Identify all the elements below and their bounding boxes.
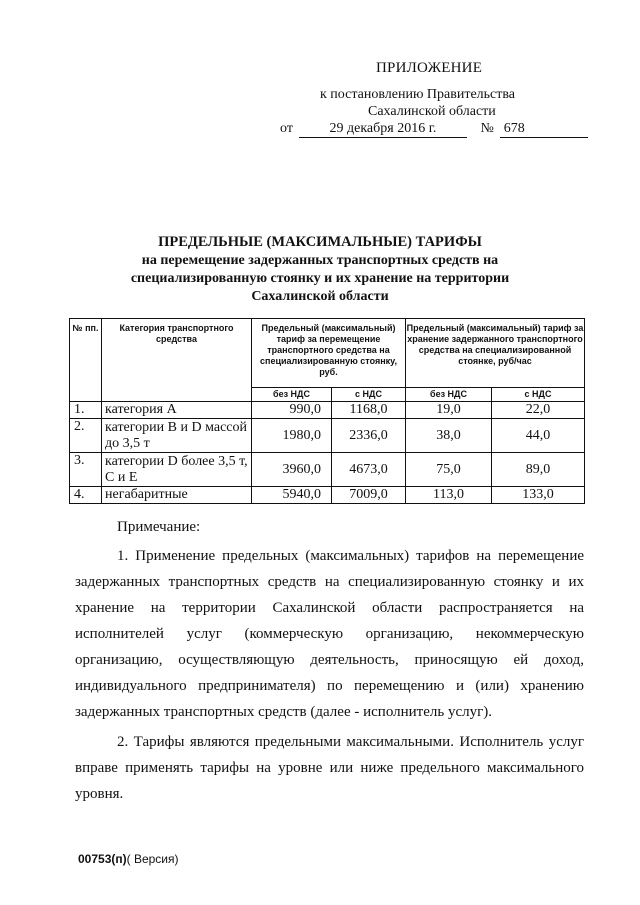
transfer-no-vat-value: 1980,0 [252,419,332,453]
row-number: 3. [70,453,102,487]
number-label: № [480,121,494,136]
transfer-with-vat-value: 2336,0 [332,419,406,453]
header-transfer-tariff: Предельный (максимальный) тариф за перемещение транспортного средства на специализированную стоянку, руб. [252,319,406,388]
transfer-with-vat-value: 1168,0 [332,402,406,419]
resolution-date: 29 декабря 2016 г. [299,121,467,138]
storage-with-vat-value: 22,0 [492,402,585,419]
document-footer [78,852,179,866]
storage-no-vat-value: 19,0 [406,402,492,419]
document-version: ( Версия) [126,852,179,866]
tariffs-table [69,318,585,504]
transfer-no-vat-value: 5940,0 [252,487,332,504]
storage-with-vat-value: 89,0 [492,453,585,487]
row-category: негабаритные [102,487,252,504]
table-header-row [70,319,585,388]
storage-with-vat-value: 133,0 [492,487,585,504]
row-number: 4. [70,487,102,504]
header-transfer-no-vat: без НДС [252,388,332,402]
document-subtitle-line-1: на перемещение задержанных транспортных средств на [141,253,499,268]
notes-title: Примечание: [117,519,201,535]
storage-no-vat-value: 113,0 [406,487,492,504]
transfer-with-vat-value: 4673,0 [332,453,406,487]
header-category: Категория транспортного средства [102,319,252,402]
transfer-with-vat-value: 7009,0 [332,487,406,504]
document-code: 00753(п) [78,852,127,866]
appendix-resolution-line: к постановлению Правительства [320,87,516,102]
header-number: № пп. [70,319,102,402]
note-paragraph-2: 2. Тарифы являются предельными максимальными. Исполнитель услуг вправе применять тарифы на уровне или ниже предельного максимального уровня. [75,734,584,802]
header-storage-no-vat: без НДС [406,388,492,402]
appendix-region-line: Сахалинской области [368,104,496,119]
resolution-number: 678 [500,121,588,138]
table-row [70,402,585,419]
table-row [70,453,585,487]
table-row [70,487,585,504]
row-category: категории В и D массой до 3,5 т [102,419,252,453]
row-category: категория А [102,402,252,419]
row-number: 1. [70,402,102,419]
transfer-no-vat-value: 990,0 [252,402,332,419]
transfer-no-vat-value: 3960,0 [252,453,332,487]
document-title: ПРЕДЕЛЬНЫЕ (МАКСИМАЛЬНЫЕ) ТАРИФЫ [158,234,482,250]
row-number: 2. [70,419,102,453]
row-category: категории D более 3,5 т, С и Е [102,453,252,487]
appendix-date-row [280,121,588,138]
note-paragraph-1: 1. Применение предельных (максимальных) тарифов на перемещение задержанных транспортных средств на специализированную стоянку и их хранение на территории Сахалинской области распространяется на исполнителей услуг (коммерческую организацию, некоммерческую организацию, осуществляющую деятельность, приносящую ей доход, индивидуального предпринимателя) по перемещению и (или) хранению задержанных транспортных средств (далее - исполнитель услуг). [75,548,584,720]
appendix-title: ПРИЛОЖЕНИЕ [376,60,483,76]
table-row [70,419,585,453]
storage-no-vat-value: 75,0 [406,453,492,487]
header-transfer-with-vat: с НДС [332,388,406,402]
document-subtitle-line-2: специализированную стоянку и их хранение на территории [130,271,510,286]
document-subtitle-line-3: Сахалинской области [251,289,389,304]
storage-no-vat-value: 38,0 [406,419,492,453]
header-storage-with-vat: с НДС [492,388,585,402]
from-label: от [280,121,293,136]
header-storage-tariff: Предельный (максимальный) тариф за хранение задержанного транспортного средства на специализированной стоянке, руб/час [406,319,585,388]
storage-with-vat-value: 44,0 [492,419,585,453]
